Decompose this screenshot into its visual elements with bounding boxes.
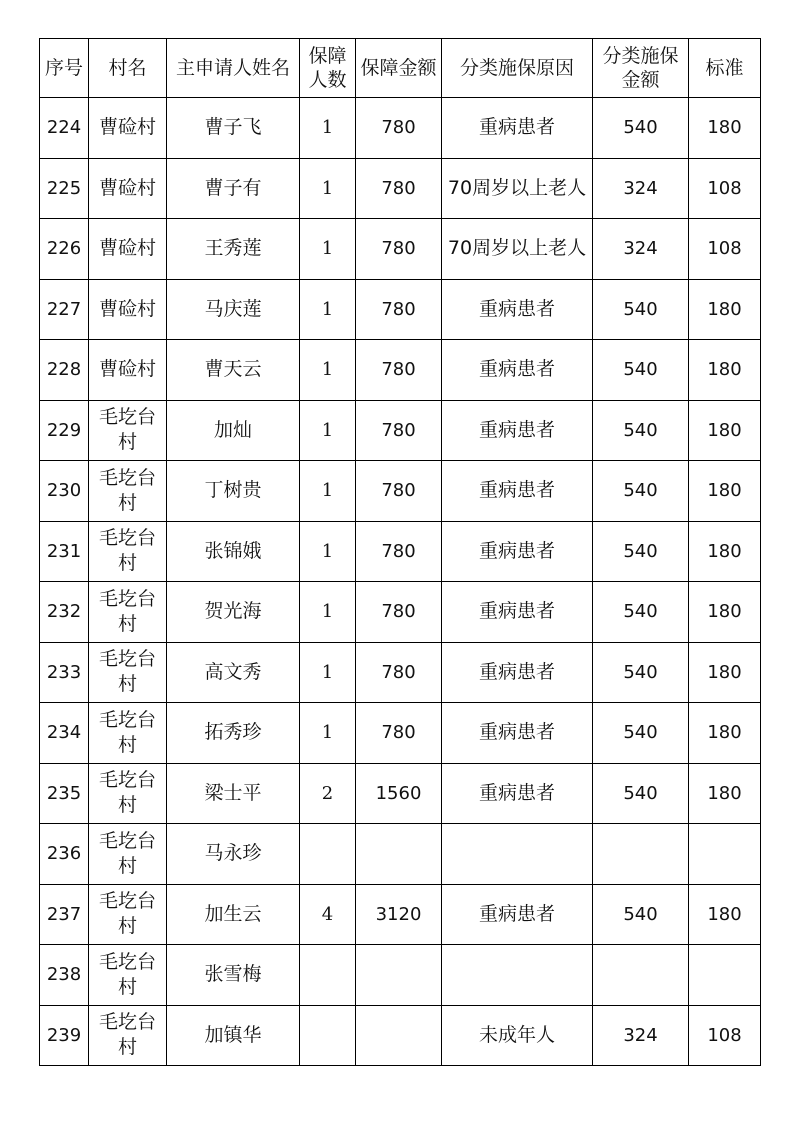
applicant-name-cell: 高文秀	[167, 642, 300, 703]
classification-reason-cell: 重病患者	[442, 400, 593, 461]
classification-amount-cell: 540	[593, 521, 689, 582]
table-row	[40, 1005, 761, 1066]
standard-cell	[689, 824, 761, 885]
serial-number-cell: 237	[40, 884, 89, 945]
benefit-amount-cell: 780	[356, 340, 442, 401]
header-serial-number: 序号	[40, 39, 89, 98]
classification-amount-cell	[593, 824, 689, 885]
classification-reason-cell: 重病患者	[442, 703, 593, 764]
table-row	[40, 521, 761, 582]
table-body	[40, 98, 761, 1066]
standard-cell: 180	[689, 98, 761, 159]
standard-cell: 180	[689, 582, 761, 643]
benefit-amount-cell: 780	[356, 521, 442, 582]
header-village-name: 村名	[89, 39, 167, 98]
classification-reason-cell	[442, 824, 593, 885]
covered-people-cell	[300, 824, 356, 885]
table-row	[40, 461, 761, 522]
table-row	[40, 279, 761, 340]
standard-cell: 180	[689, 279, 761, 340]
applicant-name-cell: 贺光海	[167, 582, 300, 643]
classification-amount-cell: 540	[593, 400, 689, 461]
benefit-amount-cell: 780	[356, 703, 442, 764]
classification-reason-cell: 重病患者	[442, 461, 593, 522]
classification-amount-cell: 540	[593, 642, 689, 703]
serial-number-cell: 227	[40, 279, 89, 340]
village-name-cell: 毛圪台村	[89, 1005, 167, 1066]
table-row	[40, 884, 761, 945]
covered-people-cell: 1	[300, 703, 356, 764]
village-name-cell: 曹硷村	[89, 158, 167, 219]
standard-cell: 180	[689, 884, 761, 945]
header-covered-people: 保障人数	[300, 39, 356, 98]
relief-list-table	[39, 38, 761, 1066]
applicant-name-cell: 梁士平	[167, 763, 300, 824]
village-name-cell: 毛圪台村	[89, 763, 167, 824]
serial-number-cell: 238	[40, 945, 89, 1006]
header-classification-reason: 分类施保原因	[442, 39, 593, 98]
covered-people-cell: 1	[300, 279, 356, 340]
standard-cell: 180	[689, 642, 761, 703]
serial-number-cell: 224	[40, 98, 89, 159]
village-name-cell: 毛圪台村	[89, 945, 167, 1006]
serial-number-cell: 226	[40, 219, 89, 280]
benefit-amount-cell: 780	[356, 582, 442, 643]
applicant-name-cell: 曹子飞	[167, 98, 300, 159]
classification-amount-cell: 540	[593, 340, 689, 401]
standard-cell: 108	[689, 158, 761, 219]
table-row	[40, 400, 761, 461]
applicant-name-cell: 拓秀珍	[167, 703, 300, 764]
classification-amount-cell: 540	[593, 279, 689, 340]
standard-cell	[689, 945, 761, 1006]
covered-people-cell: 1	[300, 219, 356, 280]
table-row	[40, 340, 761, 401]
classification-reason-cell: 重病患者	[442, 642, 593, 703]
village-name-cell: 曹硷村	[89, 98, 167, 159]
benefit-amount-cell: 780	[356, 400, 442, 461]
covered-people-cell: 2	[300, 763, 356, 824]
table-row	[40, 945, 761, 1006]
classification-amount-cell	[593, 945, 689, 1006]
serial-number-cell: 230	[40, 461, 89, 522]
covered-people-cell: 1	[300, 521, 356, 582]
classification-reason-cell: 未成年人	[442, 1005, 593, 1066]
serial-number-cell: 231	[40, 521, 89, 582]
village-name-cell: 毛圪台村	[89, 521, 167, 582]
village-name-cell: 毛圪台村	[89, 461, 167, 522]
serial-number-cell: 235	[40, 763, 89, 824]
standard-cell: 180	[689, 400, 761, 461]
covered-people-cell: 1	[300, 158, 356, 219]
classification-reason-cell: 70周岁以上老人	[442, 219, 593, 280]
header-classification-amount: 分类施保金额	[593, 39, 689, 98]
classification-reason-cell	[442, 945, 593, 1006]
benefit-amount-cell: 780	[356, 279, 442, 340]
serial-number-cell: 232	[40, 582, 89, 643]
classification-amount-cell: 324	[593, 219, 689, 280]
village-name-cell: 毛圪台村	[89, 642, 167, 703]
covered-people-cell	[300, 1005, 356, 1066]
village-name-cell: 毛圪台村	[89, 824, 167, 885]
classification-reason-cell: 重病患者	[442, 340, 593, 401]
covered-people-cell: 1	[300, 642, 356, 703]
benefit-amount-cell: 780	[356, 219, 442, 280]
applicant-name-cell: 张锦娥	[167, 521, 300, 582]
applicant-name-cell: 加镇华	[167, 1005, 300, 1066]
covered-people-cell	[300, 945, 356, 1006]
village-name-cell: 毛圪台村	[89, 884, 167, 945]
standard-cell: 180	[689, 461, 761, 522]
table-row	[40, 824, 761, 885]
table-row	[40, 158, 761, 219]
benefit-amount-cell: 780	[356, 461, 442, 522]
applicant-name-cell: 加灿	[167, 400, 300, 461]
serial-number-cell: 234	[40, 703, 89, 764]
standard-cell: 180	[689, 521, 761, 582]
applicant-name-cell: 曹子有	[167, 158, 300, 219]
header-benefit-amount: 保障金额	[356, 39, 442, 98]
serial-number-cell: 229	[40, 400, 89, 461]
covered-people-cell: 1	[300, 340, 356, 401]
benefit-amount-cell	[356, 824, 442, 885]
applicant-name-cell: 张雪梅	[167, 945, 300, 1006]
standard-cell: 180	[689, 703, 761, 764]
classification-amount-cell: 324	[593, 158, 689, 219]
classification-reason-cell: 重病患者	[442, 884, 593, 945]
benefit-amount-cell	[356, 945, 442, 1006]
benefit-amount-cell	[356, 1005, 442, 1066]
standard-cell: 108	[689, 219, 761, 280]
classification-reason-cell: 重病患者	[442, 521, 593, 582]
table-row	[40, 582, 761, 643]
table-row	[40, 98, 761, 159]
benefit-amount-cell: 780	[356, 642, 442, 703]
covered-people-cell: 4	[300, 884, 356, 945]
classification-reason-cell: 重病患者	[442, 98, 593, 159]
benefit-amount-cell: 3120	[356, 884, 442, 945]
classification-reason-cell: 重病患者	[442, 582, 593, 643]
classification-amount-cell: 540	[593, 461, 689, 522]
header-standard: 标准	[689, 39, 761, 98]
applicant-name-cell: 加生云	[167, 884, 300, 945]
applicant-name-cell: 王秀莲	[167, 219, 300, 280]
classification-amount-cell: 540	[593, 703, 689, 764]
applicant-name-cell: 马庆莲	[167, 279, 300, 340]
village-name-cell: 曹硷村	[89, 279, 167, 340]
table-row	[40, 703, 761, 764]
classification-amount-cell: 540	[593, 884, 689, 945]
classification-amount-cell: 540	[593, 763, 689, 824]
benefit-amount-cell: 780	[356, 158, 442, 219]
serial-number-cell: 225	[40, 158, 89, 219]
village-name-cell: 毛圪台村	[89, 582, 167, 643]
classification-reason-cell: 重病患者	[442, 279, 593, 340]
standard-cell: 180	[689, 340, 761, 401]
standard-cell: 180	[689, 763, 761, 824]
classification-amount-cell: 540	[593, 582, 689, 643]
serial-number-cell: 233	[40, 642, 89, 703]
header-applicant-name: 主申请人姓名	[167, 39, 300, 98]
covered-people-cell: 1	[300, 461, 356, 522]
classification-amount-cell: 324	[593, 1005, 689, 1066]
table-row	[40, 219, 761, 280]
covered-people-cell: 1	[300, 582, 356, 643]
table-row	[40, 763, 761, 824]
applicant-name-cell: 马永珍	[167, 824, 300, 885]
serial-number-cell: 236	[40, 824, 89, 885]
serial-number-cell: 228	[40, 340, 89, 401]
benefit-amount-cell: 780	[356, 98, 442, 159]
header-row	[40, 39, 761, 98]
covered-people-cell: 1	[300, 400, 356, 461]
covered-people-cell: 1	[300, 98, 356, 159]
serial-number-cell: 239	[40, 1005, 89, 1066]
village-name-cell: 曹硷村	[89, 340, 167, 401]
applicant-name-cell: 曹天云	[167, 340, 300, 401]
classification-amount-cell: 540	[593, 98, 689, 159]
benefit-amount-cell: 1560	[356, 763, 442, 824]
classification-reason-cell: 70周岁以上老人	[442, 158, 593, 219]
classification-reason-cell: 重病患者	[442, 763, 593, 824]
village-name-cell: 毛圪台村	[89, 400, 167, 461]
village-name-cell: 曹硷村	[89, 219, 167, 280]
standard-cell: 108	[689, 1005, 761, 1066]
table-row	[40, 642, 761, 703]
applicant-name-cell: 丁树贵	[167, 461, 300, 522]
village-name-cell: 毛圪台村	[89, 703, 167, 764]
